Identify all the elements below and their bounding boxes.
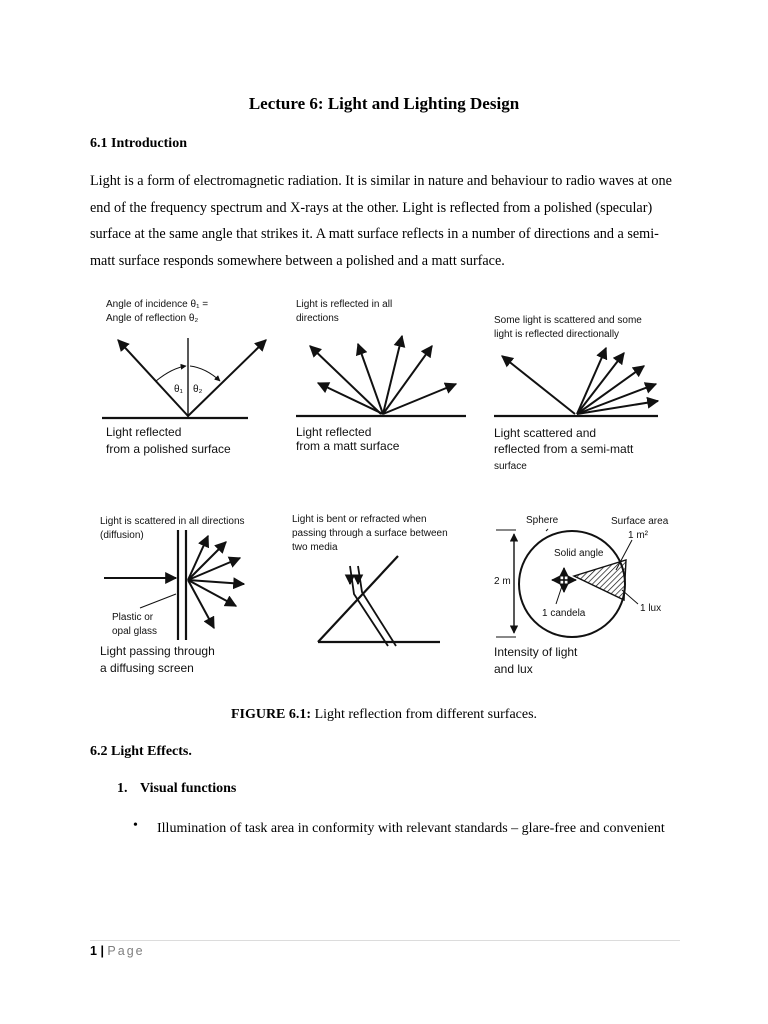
panel5-note-line3: two media — [292, 542, 338, 553]
refracted-ray-1 — [350, 566, 388, 646]
theta1-label: θ₁ — [174, 384, 183, 395]
theta2-label: θ₂ — [193, 384, 203, 395]
panel5-note-line2: passing through a surface between — [292, 528, 448, 539]
page-title: Lecture 6: Light and Lighting Design — [248, 94, 520, 113]
panel-matt-surface — [296, 299, 466, 453]
figure-caption-text: Light reflection from different surfaces. — [311, 707, 538, 722]
intro-paragraph: Light is a form of electromagnetic radiation. It is similar in nature and behaviour to radio waves at one end of the frequency spectrum and X-rays at the other. Light is reflected from a polished (specular) surface at the same angle that strikes it. A matt surface reflects in a number of directions and a semi-matt surface responds somewhere between a polished and a matt surface. — [90, 173, 672, 269]
list-item-number: 1. — [117, 781, 128, 796]
panel1-caption-line1: Light reflected — [106, 425, 182, 439]
sphere-label: Sphere — [526, 515, 559, 526]
solid-angle-label: Solid angle — [554, 548, 604, 559]
section-heading-introduction: 6.1 Introduction — [90, 136, 187, 151]
page-number: 1 — [90, 944, 97, 958]
bullet-text: Illumination of task area in conformity with relevant standards – glare-free and convenient — [157, 821, 665, 836]
figure-caption-label: FIGURE 6.1: — [230, 707, 312, 722]
reflection-figure — [96, 288, 696, 688]
candela-label: 1 candela — [542, 608, 586, 619]
panel-refraction — [292, 514, 448, 646]
panel1-caption-line2: from a polished surface — [106, 442, 231, 456]
panel3-caption-line3: surface — [494, 461, 527, 472]
section-heading-light-effects: 6.2 Light Effects. — [90, 744, 192, 759]
panel4-note-line1: Light is scattered in all directions — [100, 516, 245, 527]
footer-divider — [90, 940, 680, 941]
surface-area-label: Surface area — [611, 516, 669, 527]
panel2-caption-line2: from a matt surface — [296, 439, 400, 453]
numbered-list-item — [117, 781, 236, 797]
panel-semi-matt-surface — [494, 315, 658, 472]
panel5-note-line1: Light is bent or refracted when — [292, 514, 427, 525]
panel-intensity-and-lux — [494, 515, 669, 676]
panel1-note-line1: Angle of incidence θ₁ = — [106, 299, 209, 310]
incident-ray — [118, 340, 188, 416]
surface-area-value: 1 m² — [628, 530, 648, 541]
panel3-caption-line2: reflected from a semi-matt — [494, 442, 634, 456]
page-footer — [90, 944, 145, 958]
panel-polished-surface — [102, 299, 266, 456]
panel4-caption-line2: a diffusing screen — [100, 661, 194, 675]
material-pointer — [140, 594, 176, 608]
panel6-caption-line1: Intensity of light — [494, 645, 578, 659]
lux-label: 1 lux — [640, 603, 662, 614]
panel1-note-line2: Angle of reflection θ₂ — [106, 313, 199, 324]
semi-matt-incident-ray — [502, 356, 575, 414]
footer-separator: | — [100, 944, 104, 958]
panel4-caption-line1: Light passing through — [100, 644, 215, 658]
panel-diffusing-screen — [100, 516, 245, 675]
reflected-ray — [188, 340, 266, 416]
panel6-caption-line2: and lux — [494, 662, 533, 676]
panel3-caption-line1: Light scattered and — [494, 426, 597, 440]
panel2-note-line2: directions — [296, 313, 339, 324]
figure-caption — [0, 707, 768, 723]
page-label: Page — [107, 944, 145, 958]
panel2-note-line1: Light is reflected in all — [296, 299, 393, 310]
panel3-note-line2: light is reflected directionally — [494, 329, 620, 340]
list-item-title: Visual functions — [140, 781, 237, 796]
diameter-label: 2 m — [494, 576, 511, 587]
panel4-material-line1: Plastic or — [112, 612, 154, 623]
angle-arc-left — [156, 366, 186, 381]
panel4-note-line2: (diffusion) — [100, 530, 144, 541]
angle-arc-right — [190, 366, 220, 381]
panel4-material-line2: opal glass — [112, 626, 158, 637]
panel3-note-line1: Some light is scattered and some — [494, 315, 642, 326]
panel2-caption-line1: Light reflected — [296, 425, 372, 439]
bullet-icon: • — [133, 818, 138, 833]
